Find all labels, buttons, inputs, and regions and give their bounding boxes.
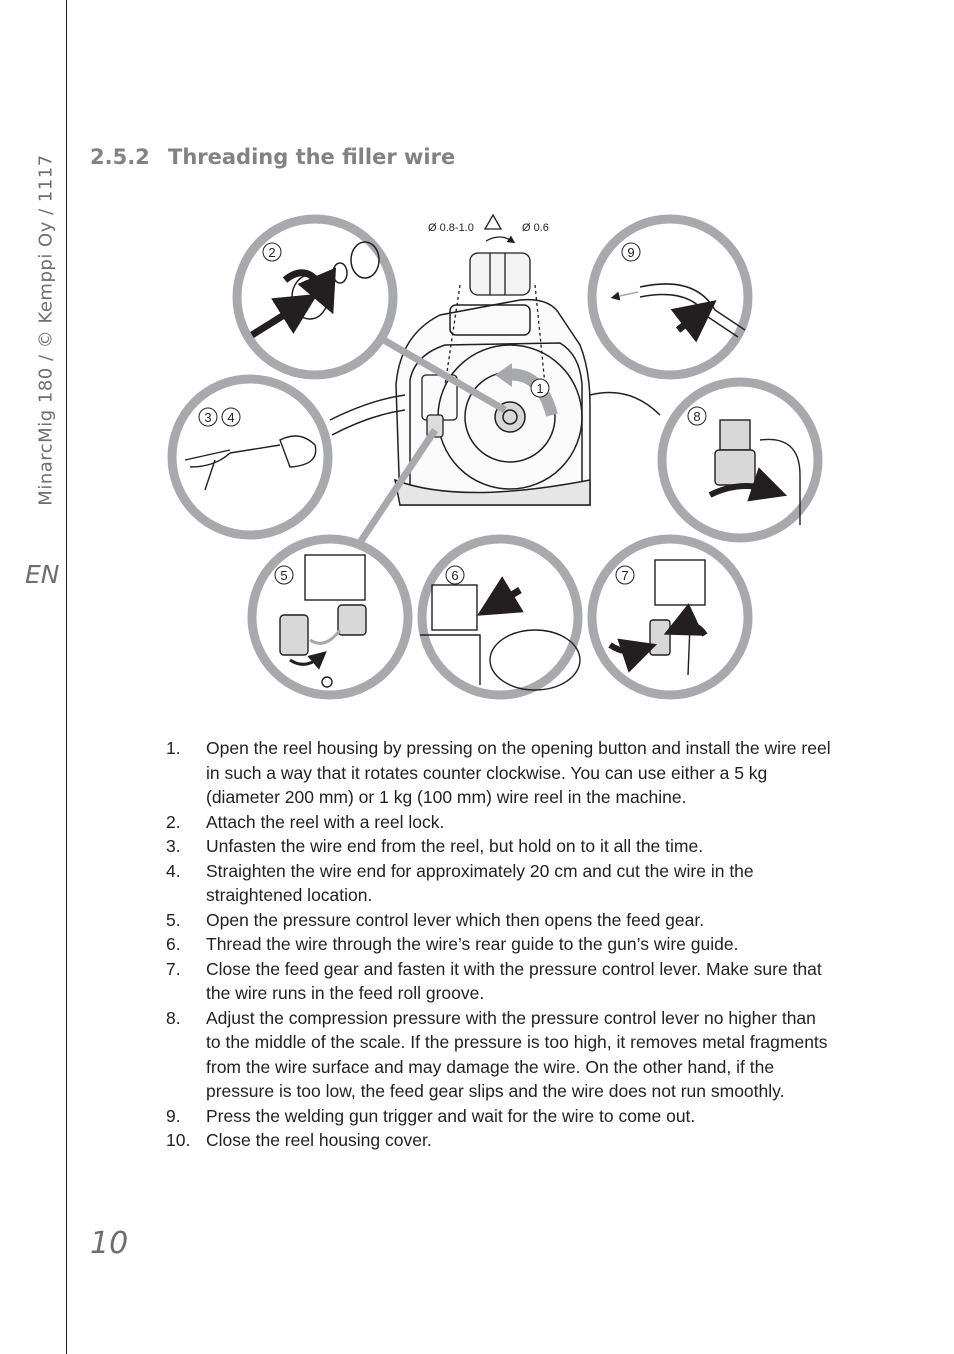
list-item: 5. Open the pressure control lever which then opens the feed gear. [166,909,705,930]
list-item: 3. Unfasten the wire end from the reel, but hold on to it all the time. [166,836,704,856]
reel-label-small: Ø 0.6 [522,222,549,234]
list-item: 7. Close the feed gear and fasten it with the pressure control lever. Make sure that the wire runs in the feed roll groove. [166,958,822,1003]
callout-3 [199,408,217,426]
detail-circle-5 [252,539,408,695]
svg-text:1: 1 [536,381,544,396]
callout-6 [446,566,464,584]
language-tag: EN [25,560,60,589]
callout-8 [688,407,706,425]
detail-circle-6 [422,539,578,695]
running-title: MinarcMig 180 / © Kemppi Oy / 1117 [35,154,57,506]
list-item: 10. Close the reel housing cover. [166,1130,432,1150]
svg-text:8: 8 [693,409,701,424]
margin-rule [66,0,67,1354]
callout-1 [531,379,549,397]
list-item: 8. Adjust the compression pressure with the pressure control lever no higher than to the middle of the scale. If the pressure is too high, it removes metal fragments from the wire surface and may damage the wire. On the other hand, if the pressure is too low, the feed gear slips and the wire does not run smoothly. [166,1007,828,1101]
svg-text:7: 7 [621,568,629,583]
threading-illustration [160,205,840,710]
list-item: 6. Thread the wire through the wire’s rear guide to the gun’s wire guide. [166,934,739,954]
section-number: 2.5.2 [90,145,150,169]
callout-4 [222,408,240,426]
callout-9 [622,243,640,261]
callout-2 [263,243,281,261]
section-heading [90,145,455,169]
callout-5 [275,566,293,584]
svg-text:5: 5 [280,568,288,583]
svg-text:4: 4 [227,410,235,425]
svg-text:2: 2 [268,245,276,260]
reel-label-large: Ø 0.8-1.0 [428,222,474,234]
svg-text:9: 9 [627,245,635,260]
detail-circle-7 [592,539,748,695]
svg-text:3: 3 [204,410,212,425]
section-title: Threading the filler wire [168,145,456,169]
instruction-list [166,736,831,1153]
list-item: 9. Press the welding gun trigger and wait for the wire to come out. [166,1105,696,1126]
page-number: 10 [90,1226,129,1261]
list-item: 2. Attach the reel with a reel lock. [166,811,445,832]
list-item: 4. Straighten the wire end for approximately 20 cm and cut the wire in the straightened location. [166,860,754,905]
svg-text:6: 6 [451,568,459,583]
callout-7 [616,566,634,584]
list-item: 1. Open the reel housing by pressing on the opening button and install the wire reel in such a way that it rotates counter clockwise. You can use either a 5 kg (diameter 200 mm) or 1 kg (100 mm) wire reel in the machine. [166,738,831,807]
